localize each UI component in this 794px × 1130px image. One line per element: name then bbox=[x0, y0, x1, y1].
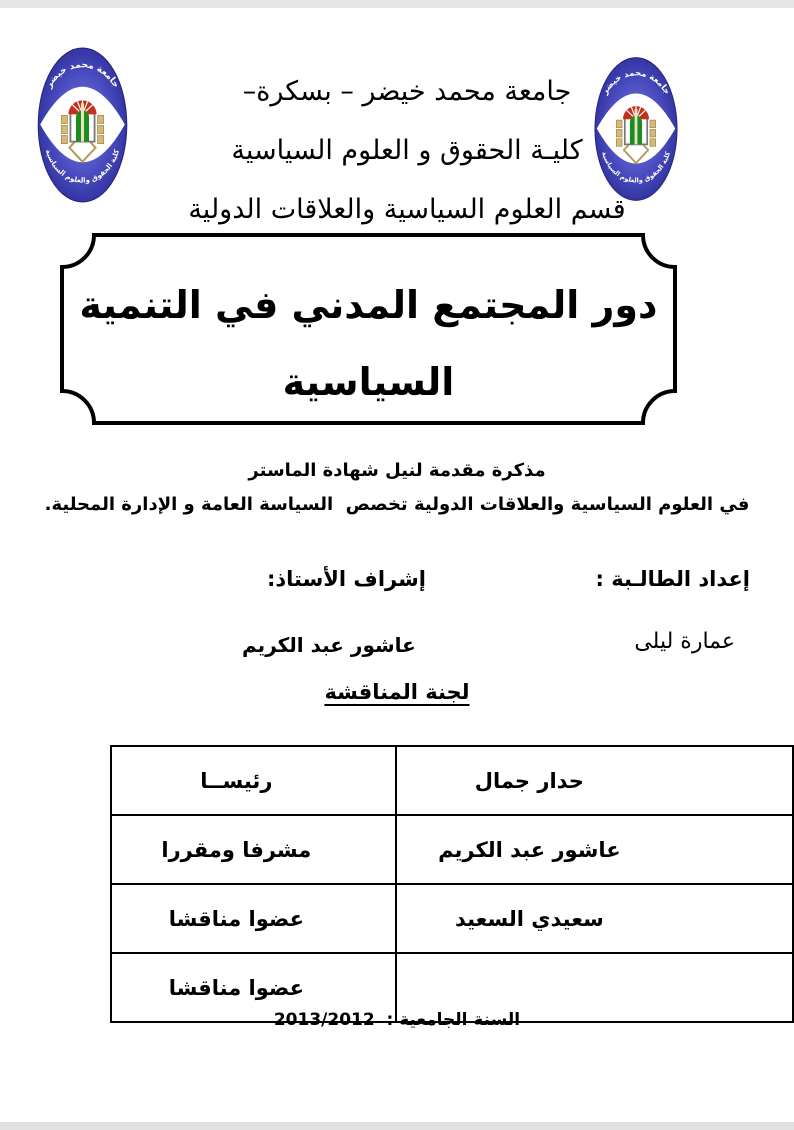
committee-role-cell: عضوا مناقشا bbox=[111, 884, 396, 953]
table-row bbox=[111, 815, 793, 884]
committee-role-cell: عضوا مناقشا bbox=[111, 953, 396, 1022]
supervisor-name: عاشور عبد الكريم bbox=[242, 633, 416, 657]
university-name: جامعة محمد خيضر – بسكرة– bbox=[242, 76, 572, 107]
department-name: قسم العلوم السياسية والعلاقات الدولية bbox=[188, 194, 626, 225]
committee-name-cell: حدار جمال bbox=[396, 746, 793, 815]
faculty-name: كليـة الحقوق و العلوم السياسية bbox=[231, 135, 583, 166]
thesis-title bbox=[60, 267, 677, 421]
committee-name-cell: عاشور عبد الكريم bbox=[396, 815, 793, 884]
header bbox=[117, 62, 697, 239]
academic-year: السنة الجامعية : 2013/2012 bbox=[273, 1010, 521, 1030]
degree-note bbox=[17, 455, 777, 523]
university-seal-icon bbox=[37, 47, 128, 203]
page-top-edge bbox=[0, 0, 794, 8]
student-name: عمارة ليلى bbox=[634, 629, 735, 654]
committee-heading-text: لجنة المناقشة bbox=[324, 680, 470, 704]
table-row bbox=[111, 746, 793, 815]
supervisor-label: إشراف الأستاذ: bbox=[267, 567, 426, 591]
table-row bbox=[111, 884, 793, 953]
committee-heading bbox=[17, 680, 777, 704]
degree-note-line2: في العلوم السياسية والعلاقات الدولية تخصص السياسة العامة و الإدارة المحلية. bbox=[44, 494, 750, 515]
thesis-title-line2: السياسية bbox=[282, 360, 455, 404]
page-bottom-edge bbox=[0, 1122, 794, 1130]
student-label: إعداد الطالـبة : bbox=[595, 567, 750, 591]
committee-table bbox=[110, 745, 794, 1023]
committee-role-cell: رئيســا bbox=[111, 746, 396, 815]
degree-note-line1: مذكرة مقدمة لنيل شهادة الماستر bbox=[248, 460, 546, 481]
committee-name-cell: سعيدي السعيد bbox=[396, 884, 793, 953]
committee-role-cell: مشرفا ومقررا bbox=[111, 815, 396, 884]
thesis-title-line1: دور المجتمع المدني في التنمية bbox=[79, 283, 658, 327]
